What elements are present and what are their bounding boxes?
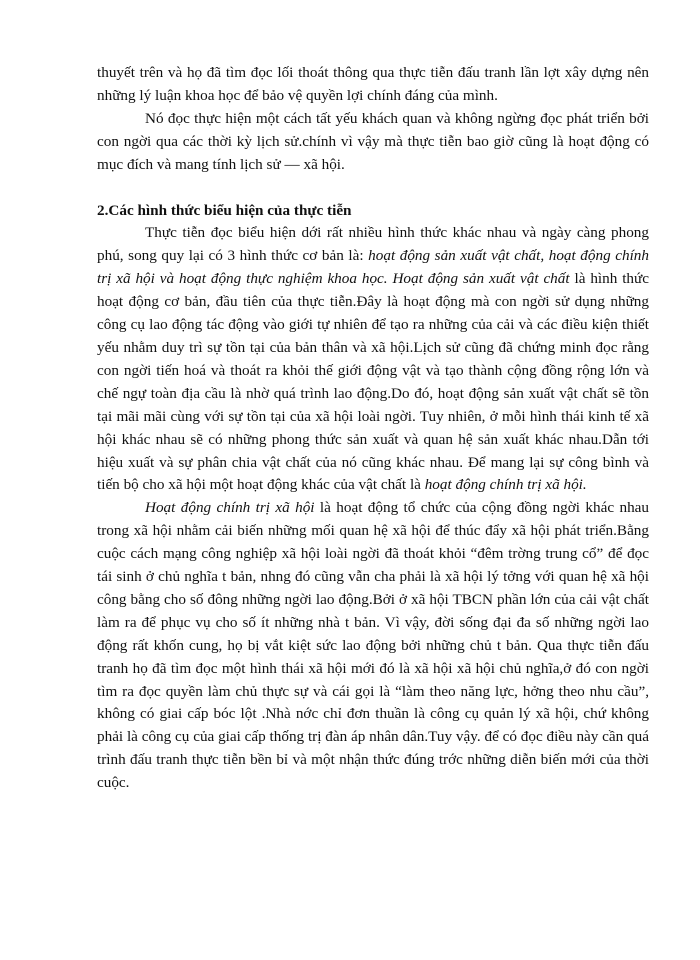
italic-run: hoạt động sản xuất vật chất, hoạt động chính trị xã hội và hoạt động thực nghiệm khoa học. Hoạt động sản xuất vật chất [97, 247, 649, 288]
text-run: là hình thức hoạt động cơ bản, đầu tiên của thực tiễn.Đây là hoạt động mà con ngời sử dụng những công cụ lao động tác động vào giới tự nhiên để tạo ra những của cải và các điều kiện thiết yếu nhằm duy trì sự tồn tại của bản thân và xã hội.Lịch sử cũng đã chứng minh đọc rằng con ngời tiến hoá và thoát ra khỏi thế giới động vật và tạo thành cộng đồng rộng lớn và chế ngự toàn địa cầu là nhờ quá trình lao động.Do đó, hoạt động sản xuất vật chất sẽ tồn tại mãi mãi cùng với sự tồn tại của xã hội loài ngời. Tuy nhiên, ở mỗi hình thái kinh tế xã hội khác nhau sẽ có những phong thức sản xuất và quan hệ sản xuất khác nhau.Dẫn tới hiệu xuất và sự phân chia vật chất của nó cũng khác nhau. Để mang lại sự công bình và tiến bộ cho xã hội một hoạt động khác của vật chất là [97, 270, 649, 494]
text-run: Thực tiễn đọc biểu hiện dới rất nhiều hình thức khác nhau và ngày càng phong phú, song quy lại có 3 hình thức cơ bản là: [97, 224, 649, 265]
paragraph-intro-continuation: thuyết trên và họ đã tìm đọc lối thoát thông qua thực tiễn đấu tranh lần lợt xây dựng nên những lý luận khoa học để bảo vệ quyền lợi chính đáng của mình. [97, 64, 649, 104]
text-run: là hoạt động tổ chức của cộng đồng ngời khác nhau trong xã hội nhằm cải biến những mối quan hệ xã hội để thúc đẩy xã hội phát triển.Bằng cuộc cách mạng công nghiệp xã hội loài ngời đã thoát khỏi “đêm trờng trung cổ” để đọc tái sinh ở chủ nghĩa t bản, nhng đó cũng vẫn cha phải là xã hội lý tởng với quan hệ xã hội công bằng cho số đông những ngời lao động.Bởi ở xã hội TBCN phần lớn của cải vật chất làm ra để phục vụ cho số ít những nhà t bản. Vì vậy, đời sống đại đa số những ngời lao động rất khốn cung, họ bị vắt kiệt sức lao động bởi những chủ t bản. Qua thực tiễn đấu tranh họ đã tìm đọc một hình thái xã hội mới đó là xã hội xã hội chủ nghĩa,ở đó con ngời tìm ra đọc quyền làm chủ thực sự và cái gọi là “làm theo năng lực, hởng theo nhu cầu”, không có giai cấp bóc lột .Nhà nớc chỉ đơn thuần là công cụ quản lý xã hội, chứ không phải là công cụ của giai cấp thống trị đàn áp nhân dân.Tuy vậy. để có đọc điều này cần quá trình đấu tranh thực tiễn bền bỉ và một nhận thức đúng trớc những diễn biến mới của thời cuộc. [97, 499, 649, 792]
italic-run: Hoạt động chính trị xã hội [145, 499, 315, 517]
document-page [97, 62, 649, 795]
paragraph-forms-of-practice [97, 222, 649, 497]
paragraph-spacer [97, 177, 649, 200]
paragraph-practice-nature: Nó đọc thực hiện một cách tất yếu khách quan và không ngừng đọc phát triển bởi con ngời qua các thời kỳ lịch sử.chính vì vậy mà thực tiễn bao giờ cũng là hoạt động có mục đích và mang tính lịch sử — xã hội. [97, 109, 649, 173]
section-heading: 2.Các hình thức biểu hiện của thực tiễn [97, 201, 352, 219]
italic-run: hoạt động chính trị xã hội. [424, 476, 587, 494]
paragraph-political-activity [97, 497, 649, 795]
